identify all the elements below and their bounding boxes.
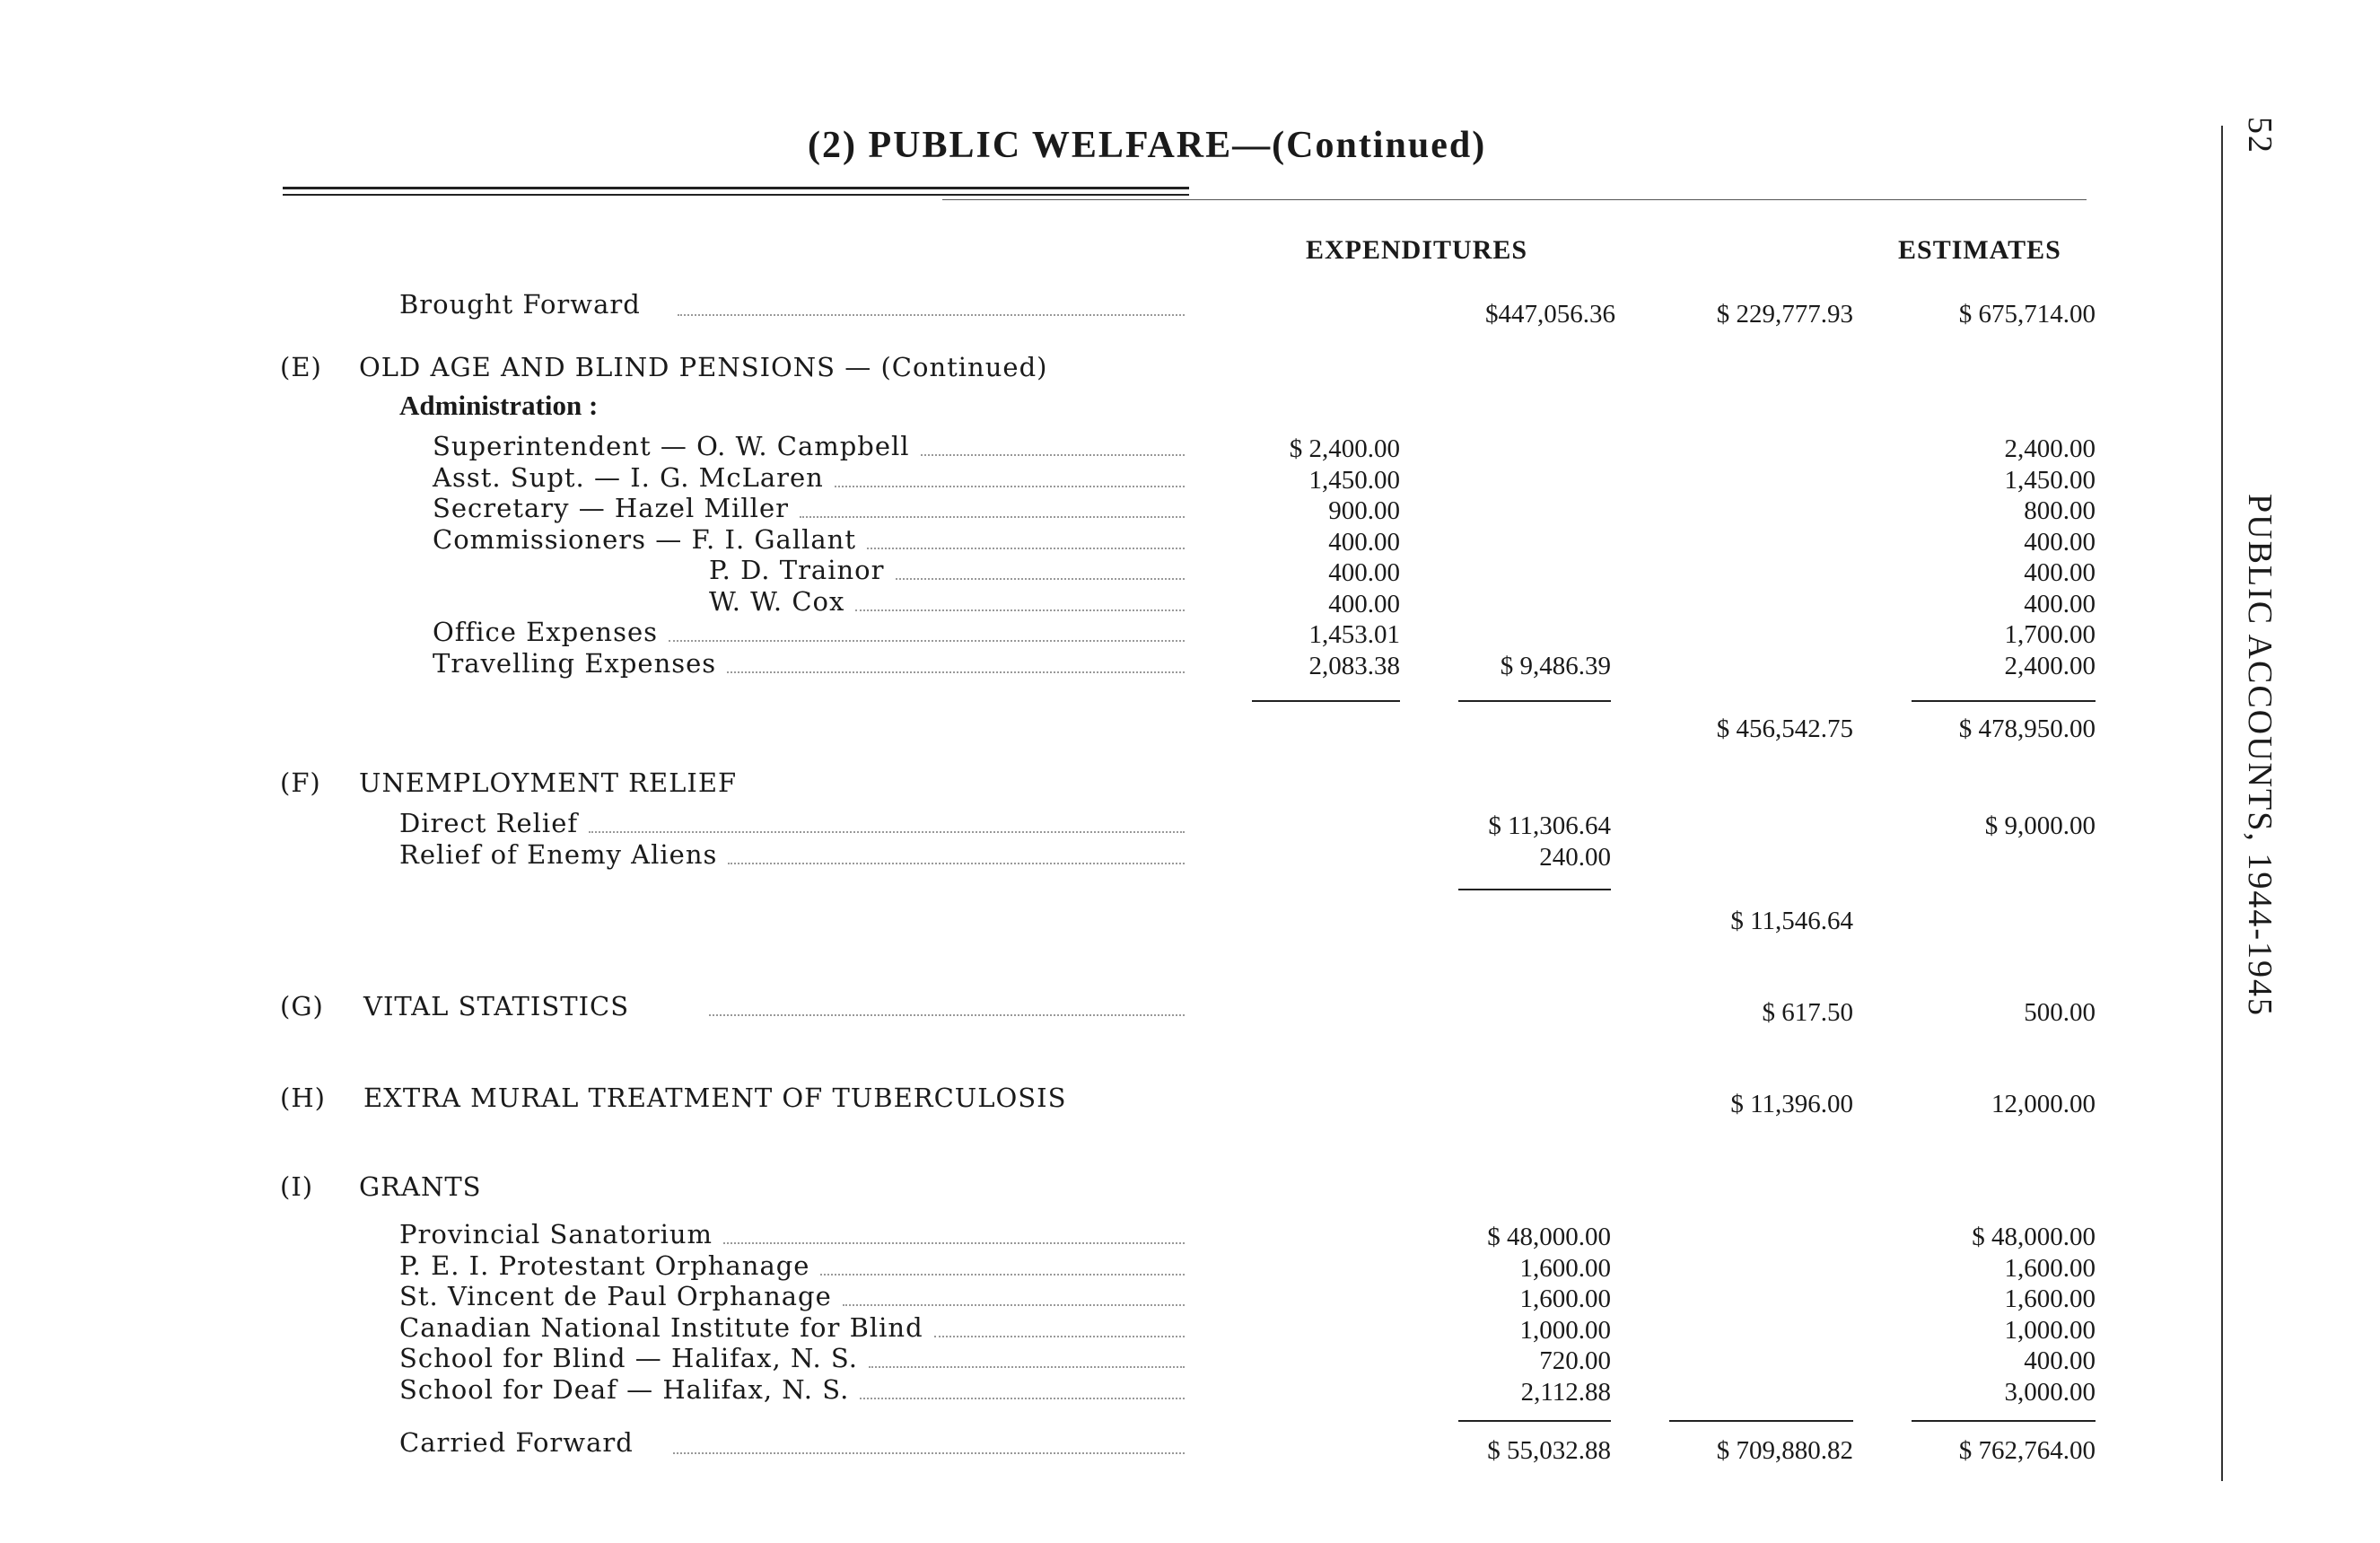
leader-dots xyxy=(673,1452,1185,1454)
row-label: Asst. Supt. — I. G. McLaren xyxy=(433,461,824,493)
leader-dots xyxy=(678,314,1185,316)
row-label: Direct Relief xyxy=(399,808,579,838)
rule-i-c3 xyxy=(1669,1420,1853,1422)
section-f-total: $ 11,546.64 xyxy=(1730,907,1853,935)
row-label: Superintendent — O. W. Campbell xyxy=(433,431,910,461)
row-value-c4: 800.00 xyxy=(2024,496,2096,525)
section-i-letter: (I) xyxy=(280,1171,314,1202)
section-e-total: $ 456,542.75 xyxy=(1716,715,1853,743)
row-value-c1: 1,450.00 xyxy=(1308,465,1400,495)
side-running-title: PUBLIC ACCOUNTS, 1944-1945 xyxy=(2241,494,2279,1017)
rule-i-c2 xyxy=(1458,1420,1611,1422)
row-value-c4: 400.00 xyxy=(2024,1346,2096,1375)
section-g-title: VITAL STATISTICS xyxy=(363,991,630,1021)
row-value-c2: 1,000.00 xyxy=(1519,1315,1611,1345)
rule-e-c4 xyxy=(1912,700,2096,702)
page-number: 52 xyxy=(2241,117,2279,154)
row-label: Commissioners — F. I. Gallant xyxy=(433,523,857,555)
row-label: Secretary — Hazel Miller xyxy=(433,493,789,523)
brought-forward-total: $ 229,777.93 xyxy=(1716,300,1853,329)
row-value-c4: 400.00 xyxy=(2024,527,2096,557)
rule-f-c2 xyxy=(1458,889,1611,890)
row-value-c4: $ 9,000.00 xyxy=(1984,811,2096,840)
leader-dots xyxy=(921,454,1185,456)
row-value-c1: 900.00 xyxy=(1328,496,1400,525)
leader-dots xyxy=(800,516,1185,518)
leader-dots xyxy=(869,1366,1185,1368)
row-label: W. W. Cox xyxy=(709,585,845,617)
section-g-letter: (G) xyxy=(280,991,324,1021)
row-value-c4: 1,600.00 xyxy=(2004,1253,2096,1283)
row-value-c1: 400.00 xyxy=(1328,527,1400,557)
section-i-title: GRANTS xyxy=(359,1171,482,1202)
section-g-total: $ 617.50 xyxy=(1762,998,1853,1027)
section-h-letter: (H) xyxy=(280,1083,326,1113)
carried-forward-expenditure: $ 55,032.88 xyxy=(1487,1436,1611,1465)
side-vertical-rule xyxy=(2221,126,2223,1481)
leader-dots xyxy=(723,1242,1185,1244)
leader-dots xyxy=(860,1398,1185,1399)
row-value-c2: $ 9,486.39 xyxy=(1500,651,1611,680)
rule-e-c2 xyxy=(1458,700,1611,702)
row-value-c4: 1,700.00 xyxy=(2004,620,2096,649)
row-value-c1: 2,083.38 xyxy=(1308,651,1400,680)
row-value-c2: 1,600.00 xyxy=(1519,1284,1611,1313)
section-f-title: UNEMPLOYMENT RELIEF xyxy=(359,767,738,798)
row-value-c2: 240.00 xyxy=(1539,843,1611,872)
header-expenditures: EXPENDITURES xyxy=(1306,235,1528,265)
leader-dots xyxy=(896,578,1186,580)
row-value-c1: 400.00 xyxy=(1328,589,1400,618)
row-value-c2: 2,112.88 xyxy=(1520,1377,1611,1407)
leader-dots xyxy=(867,548,1185,549)
row-value-c4: $ 48,000.00 xyxy=(1972,1223,2096,1251)
carried-forward-estimate: $ 762,764.00 xyxy=(1958,1436,2096,1465)
row-value-c4: 1,000.00 xyxy=(2004,1315,2096,1345)
row-label: School for Deaf — Halifax, N. S. xyxy=(399,1373,850,1405)
row-value-c2: 1,600.00 xyxy=(1519,1253,1611,1283)
leader-dots xyxy=(589,831,1185,833)
row-value-c4: 3,000.00 xyxy=(2004,1377,2096,1407)
section-g-estimate: 500.00 xyxy=(2024,998,2096,1027)
leader-dots xyxy=(934,1336,1185,1337)
row-value-c4: 400.00 xyxy=(2024,589,2096,618)
row-label: School for Blind — Halifax, N. S. xyxy=(399,1343,858,1373)
brought-forward-estimate: $ 675,714.00 xyxy=(1958,300,2096,329)
row-label: P. E. I. Protestant Orphanage xyxy=(399,1249,810,1281)
row-label: Canadian National Institute for Blind xyxy=(399,1311,923,1343)
row-value-c4: 1,450.00 xyxy=(2004,465,2096,495)
title-rule-thin xyxy=(283,194,1189,196)
leader-dots xyxy=(709,1014,1185,1016)
row-label: St. Vincent de Paul Orphanage xyxy=(399,1281,832,1311)
leader-dots xyxy=(728,863,1185,864)
row-value-c4: 400.00 xyxy=(2024,558,2096,587)
section-f-letter: (F) xyxy=(280,767,321,798)
row-value-c1: 400.00 xyxy=(1328,558,1400,587)
row-label: Travelling Expenses xyxy=(433,647,717,679)
carried-forward-total: $ 709,880.82 xyxy=(1716,1436,1853,1465)
row-label: Office Expenses xyxy=(433,617,658,647)
title-rule-right xyxy=(942,199,2087,200)
leader-dots xyxy=(843,1304,1185,1306)
rule-i-c4 xyxy=(1912,1420,2096,1422)
leader-dots xyxy=(669,640,1185,642)
section-h-total: $ 11,396.00 xyxy=(1730,1090,1853,1118)
section-e-subtitle: Administration : xyxy=(399,390,599,421)
section-e-estimate-total: $ 478,950.00 xyxy=(1958,715,2096,743)
page-title: (2) PUBLIC WELFARE—(Continued) xyxy=(808,125,1487,166)
carried-forward-label: Carried Forward xyxy=(399,1427,634,1458)
row-value-c2: 720.00 xyxy=(1539,1346,1611,1375)
section-h-estimate: 12,000.00 xyxy=(1991,1090,2096,1118)
row-value-c2: $ 11,306.64 xyxy=(1488,811,1611,840)
row-value-c2: $ 48,000.00 xyxy=(1487,1223,1611,1251)
leader-dots xyxy=(727,671,1185,673)
section-e-letter: (E) xyxy=(280,352,322,382)
row-value-c4: 2,400.00 xyxy=(2004,651,2096,680)
header-estimates: ESTIMATES xyxy=(1898,235,2061,265)
row-label: Provincial Sanatorium xyxy=(399,1219,713,1249)
row-value-c1: 1,453.01 xyxy=(1308,620,1400,649)
section-e-title: OLD AGE AND BLIND PENSIONS — (Continued) xyxy=(359,352,1048,382)
brought-forward-label: Brought Forward xyxy=(399,289,641,320)
title-rule-thick xyxy=(283,187,1189,189)
row-label: P. D. Trainor xyxy=(709,555,885,585)
leader-dots xyxy=(835,486,1185,487)
rule-e-c1 xyxy=(1252,700,1400,702)
section-h-title: EXTRA MURAL TREATMENT OF TUBERCULOSIS xyxy=(363,1083,1067,1113)
row-value-c4: 1,600.00 xyxy=(2004,1284,2096,1313)
leader-dots xyxy=(820,1274,1185,1276)
row-label: Relief of Enemy Aliens xyxy=(399,839,718,870)
row-value-c1: $ 2,400.00 xyxy=(1289,434,1400,463)
row-value-c4: 2,400.00 xyxy=(2004,434,2096,463)
brought-forward-expenditure: $447,056.36 xyxy=(1485,300,1615,329)
leader-dots xyxy=(855,609,1185,611)
